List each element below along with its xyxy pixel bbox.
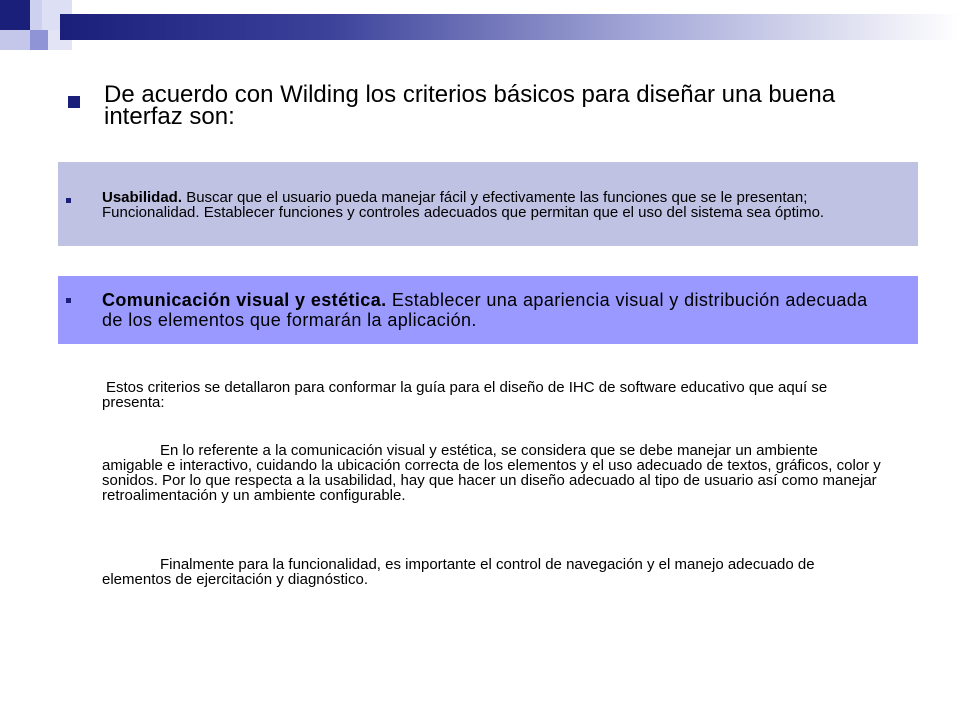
- paragraph-visual-usability: [102, 443, 882, 503]
- visual-communication-body: Establecer una apariencia visual y distribución adecuada de los elementos que formarán la aplicación.: [102, 290, 868, 330]
- corner-square-periwinkle: [30, 30, 48, 50]
- square-bullet-icon: [66, 198, 71, 203]
- visual-communication-text: [102, 290, 882, 330]
- paragraph-criteria-text: Estos criterios se detallaron para conformar la guía para el diseño de IHC de software educativo que aquí se presenta:: [102, 379, 828, 411]
- usability-body: Buscar que el usuario pueda manejar fácil y efectivamente las funciones que se le presentan; Funcionalidad. Establecer funciones y controles adecuados que permitan que el uso del sistema sea óptimo.: [102, 189, 825, 221]
- main-bullet-text: De acuerdo con Wilding los criterios básicos para diseñar una buena interfaz son:: [104, 81, 836, 130]
- visual-communication-lead: Comunicación visual y estética.: [102, 290, 387, 310]
- usability-box: [58, 162, 918, 246]
- header-gradient-bar: [60, 14, 960, 40]
- square-bullet-icon: [66, 298, 71, 303]
- corner-square-light: [30, 0, 42, 30]
- usability-text: [102, 190, 882, 220]
- main-bullet-item: [68, 81, 848, 130]
- corner-square-lavender: [0, 30, 30, 50]
- square-bullet-icon: [68, 96, 80, 108]
- paragraph-criteria: [102, 380, 882, 410]
- paragraph-functionality-text: Finalmente para la funcionalidad, es importante el control de navegación y el manejo adecuado de elementos de ejercitación y diagnóstico.: [102, 556, 815, 588]
- paragraph-visual-usability-text: En lo referente a la comunicación visual y estética, se considera que se debe manejar un ambiente amigable e interactivo, cuidando la ubicación correcta de los elementos y el uso adecuado de textos, gráficos, color y sonidos. Por lo que respecta a la usabilidad, hay que hacer un diseño adecuado al tipo de usuario así como manejar retroalimentación y un ambiente configurable.: [102, 442, 881, 504]
- visual-communication-box: [58, 276, 918, 344]
- paragraph-functionality: [102, 557, 882, 587]
- usability-lead: Usabilidad.: [102, 189, 183, 206]
- corner-square-navy: [0, 0, 30, 30]
